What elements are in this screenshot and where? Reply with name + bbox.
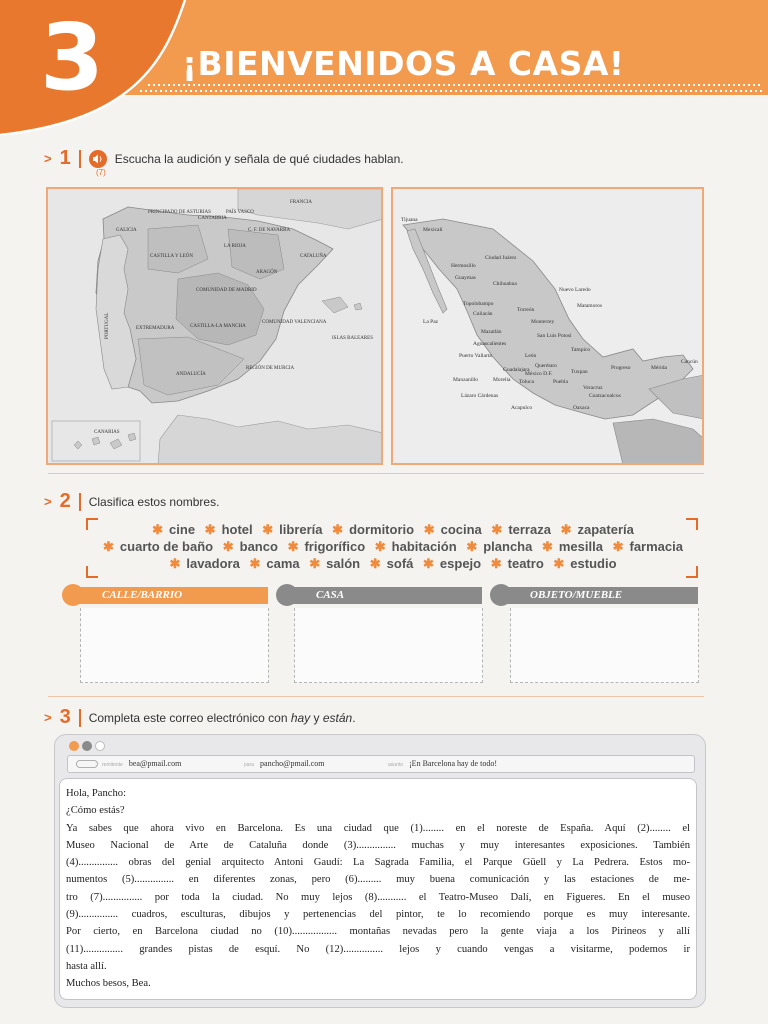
asterisk-icon: ✱ <box>374 539 386 554</box>
city-label: Tijuana <box>401 217 418 223</box>
column-title: OBJETO/MUEBLE <box>506 587 698 604</box>
window-controls <box>69 741 105 751</box>
city-label: La Paz <box>423 319 439 325</box>
word-row <box>86 556 698 572</box>
asterisk-icon: ✱ <box>490 556 502 571</box>
column-circle-icon <box>490 584 512 606</box>
asterisk-icon: ✱ <box>152 522 164 537</box>
asterisk-icon: ✱ <box>369 556 381 571</box>
email-window <box>54 734 706 1008</box>
word-item: salón <box>326 556 361 571</box>
answer-box[interactable] <box>80 608 269 683</box>
email-from: bea@pmail.com <box>128 759 182 768</box>
city-label: Matamoros <box>577 303 603 309</box>
exercise-divider <box>79 150 81 168</box>
email-line: tro (7)............... por toda la ciudad. No muy lejos (8)........... el Teatro-Museo Dalí, en Figueres. En el museo <box>66 891 690 903</box>
email-line: (11)............... grandes pistas de esquí. No (12)............... lejos y cuando vengas a visitarme, podemos ir <box>66 943 690 955</box>
asterisk-icon: ✱ <box>423 522 435 537</box>
city-label: Oaxaca <box>573 405 590 411</box>
word-item: farmacia <box>629 539 683 554</box>
exercise-number: 1 <box>59 147 71 169</box>
map-label-region: PRINCIPADO DE ASTURIAS <box>148 210 211 215</box>
instruction-text: y <box>310 710 323 725</box>
city-label: Torreón <box>517 307 535 313</box>
instruction-keyword: hay <box>290 710 311 725</box>
asterisk-icon: ✱ <box>262 522 274 537</box>
exercise-number: 2 <box>59 490 71 512</box>
asterisk-icon: ✱ <box>103 539 114 554</box>
column-title: CASA <box>292 587 482 604</box>
mexico-city-labels <box>393 189 704 465</box>
field-label: para <box>244 762 255 768</box>
exercise-3-header <box>44 706 356 729</box>
window-dot-icon[interactable] <box>95 741 105 751</box>
city-label: Puerto Vallarta <box>459 353 492 359</box>
answer-box[interactable] <box>294 608 483 683</box>
asterisk-icon: ✱ <box>560 522 572 537</box>
word-item: cine <box>169 522 196 537</box>
city-label: Toluca <box>519 379 534 385</box>
city-label: Aguascalientes <box>473 341 507 347</box>
asterisk-icon: ✱ <box>466 539 478 554</box>
city-label: México D.F. <box>525 371 553 377</box>
email-body[interactable] <box>59 778 697 1000</box>
city-label: Veracruz <box>583 385 603 391</box>
exercise-divider <box>79 709 81 727</box>
city-label: Acapulco <box>511 405 533 411</box>
audio-track-number: (7) <box>96 168 106 177</box>
column-calle-barrio <box>62 584 269 606</box>
map-label-region: CATALUÑA <box>300 254 327 259</box>
map-label-region: LA RIOJA <box>224 244 246 249</box>
instruction-text: Completa este correo electrónico con <box>88 710 291 725</box>
word-item: cocina <box>440 522 482 537</box>
asterisk-icon: ✱ <box>287 539 299 554</box>
city-label: Ciudad Juárez <box>485 255 517 261</box>
map-label-region: CASTILLA Y LEÓN <box>150 254 193 259</box>
asterisk-icon: ✱ <box>491 522 503 537</box>
asterisk-icon: ✱ <box>332 522 344 537</box>
mexico-map <box>391 187 704 465</box>
email-line: ¿Cómo estás? <box>66 805 125 817</box>
word-bank <box>86 518 698 578</box>
email-from-field[interactable] <box>102 759 181 768</box>
email-header-fields <box>67 755 695 773</box>
exercise-instruction <box>89 711 356 725</box>
word-item: habitación <box>391 539 457 554</box>
word-item: terraza <box>508 522 551 537</box>
map-label-region: CASTILLA-LA MANCHA <box>190 324 246 329</box>
unit-number: 3 <box>40 4 105 111</box>
email-subject-field[interactable] <box>388 759 497 768</box>
email-to-field[interactable] <box>244 759 324 768</box>
exercise-1-header <box>44 147 404 170</box>
word-item: mesilla <box>558 539 603 554</box>
exercise-marker-icon: > <box>44 710 52 725</box>
city-label: Culiacán <box>473 311 493 317</box>
word-row <box>86 522 698 538</box>
word-item: plancha <box>483 539 533 554</box>
exercise-divider <box>79 493 81 511</box>
city-label: Hermosillo <box>451 263 476 269</box>
map-label-region: REGIÓN DE MURCIA <box>246 366 295 371</box>
city-label: Mexicali <box>423 227 443 233</box>
email-line: Ya sabes que ahora vivo en Barcelona. Es una ciudad que (1)........ en el noreste de España. Aquí (2)........ el <box>66 822 690 834</box>
map-label-region: CANTABRIA <box>198 216 227 221</box>
instruction-keyword: están <box>322 710 353 725</box>
word-item: zapatería <box>577 522 634 537</box>
city-label: Puebla <box>553 379 568 385</box>
instruction-text: . <box>352 710 356 725</box>
exercise-2-header <box>44 490 219 513</box>
map-label-canarias: CANARIAS <box>94 430 120 435</box>
email-line: hasta allí. <box>66 960 107 972</box>
word-item: cuarto de baño <box>119 539 214 554</box>
map-label-france: FRANCIA <box>290 200 312 205</box>
city-label: Guadalajara <box>503 367 530 373</box>
word-item: estudio <box>570 556 617 571</box>
send-icon[interactable] <box>76 759 98 771</box>
city-label: Querétaro <box>535 363 557 369</box>
map-label-region: ANDALUCÍA <box>176 372 206 377</box>
map-label-region: EXTREMADURA <box>136 326 175 331</box>
exercise-number: 3 <box>59 706 71 728</box>
exercise-marker-icon: > <box>44 151 52 166</box>
email-to: pancho@pmail.com <box>260 759 325 768</box>
city-label: Coatzacoalcos <box>589 393 621 399</box>
city-label: Topolobampo <box>463 301 494 307</box>
word-item: dormitorio <box>349 522 415 537</box>
email-line: (4)............... obras del genial arquitecto Antoni Gaudí: La Sagrada Familia, el Parque Güell y La Pedrera. Estos mo- <box>66 857 690 869</box>
word-item: hotel <box>221 522 253 537</box>
email-signoff: Muchos besos, Bea. <box>66 978 151 990</box>
city-label: Tuxpan <box>571 369 588 375</box>
city-label: León <box>525 353 537 359</box>
city-label: Guaymas <box>455 275 476 281</box>
asterisk-icon: ✱ <box>204 522 216 537</box>
city-label: Morelia <box>493 377 511 383</box>
word-item: banco <box>239 539 278 554</box>
email-subject: ¡En Barcelona hay de todo! <box>409 759 497 768</box>
window-dot-icon[interactable] <box>82 741 92 751</box>
unit-title: ¡BIENVENIDOS A CASA! <box>182 44 625 83</box>
section-divider <box>48 696 704 697</box>
email-greeting: Hola, Pancho: <box>66 788 127 799</box>
exercise-marker-icon: > <box>44 494 52 509</box>
field-label: remitente <box>102 762 123 768</box>
city-label: Lázaro Cárdenas <box>461 393 499 399</box>
city-label: Cancún <box>681 359 698 365</box>
spain-map <box>46 187 383 465</box>
city-label: Chihuahua <box>493 281 517 287</box>
asterisk-icon: ✱ <box>309 556 321 571</box>
word-item: teatro <box>507 556 544 571</box>
word-row <box>86 539 698 555</box>
city-label: Mazatlán <box>481 329 502 335</box>
column-circle-icon <box>62 584 84 606</box>
city-label: Nuevo Laredo <box>559 287 591 293</box>
map-label-region: ARAGÓN <box>256 270 278 275</box>
word-item: espejo <box>439 556 482 571</box>
map-label-region: PAÍS VASCO <box>226 210 254 215</box>
email-line: Por cierto, en Barcelona ciudad no (10)................. montañas nevadas pero la gente viaja a los Pirineos y allí <box>66 926 690 938</box>
asterisk-icon: ✱ <box>249 556 261 571</box>
map-label-region: GALICIA <box>116 228 137 233</box>
email-line: Museo Nacional de Arte de Cataluña donde (3)............... muchas y muy interesantes exposiciones. También <box>66 839 690 851</box>
asterisk-icon: ✱ <box>222 539 234 554</box>
audio-speaker-icon[interactable] <box>89 150 107 168</box>
word-item: cama <box>266 556 300 571</box>
word-item: librería <box>279 522 323 537</box>
map-label-region: COMUNIDAD DE MADRID <box>196 288 257 293</box>
asterisk-icon: ✱ <box>423 556 434 571</box>
city-label: Tampico <box>571 347 591 353</box>
city-label: Manzanillo <box>453 377 479 383</box>
column-casa <box>276 584 483 606</box>
map-label-region: C. F. DE NAVARRA <box>248 228 291 233</box>
word-item: sofá <box>386 556 414 571</box>
column-circle-icon <box>276 584 298 606</box>
map-label-baleares: ISLAS BALEARES <box>332 336 373 341</box>
asterisk-icon: ✱ <box>169 556 181 571</box>
field-label: asunto <box>388 762 404 768</box>
map-label-portugal: PORTUGAL <box>105 312 110 339</box>
city-label: Monterrey <box>531 319 555 325</box>
column-objeto-mueble <box>490 584 699 606</box>
exercise-instruction: Escucha la audición y señala de qué ciudades hablan. <box>114 151 404 166</box>
map-label-region: COMUNIDAD VALENCIANA <box>262 320 327 325</box>
city-label: Mérida <box>651 365 667 371</box>
city-label: San Luis Potosí <box>537 333 572 339</box>
section-divider <box>48 473 704 474</box>
exercise-instruction: Clasifica estos nombres. <box>88 494 220 509</box>
city-label: Progreso <box>611 365 631 371</box>
asterisk-icon: ✱ <box>612 539 624 554</box>
spain-map-drawing <box>48 189 383 465</box>
word-item: lavadora <box>186 556 240 571</box>
answer-box[interactable] <box>510 608 699 683</box>
email-line: (9)............... cuadros, esculturas, dibujos y pertenencias del pintor, te lo recomiendo porque es muy interesante. <box>66 909 690 921</box>
asterisk-icon: ✱ <box>553 556 565 571</box>
word-item: frigorífico <box>304 539 366 554</box>
window-dot-icon[interactable] <box>69 741 79 751</box>
asterisk-icon: ✱ <box>541 539 553 554</box>
column-title: CALLE/BARRIO <box>78 587 268 604</box>
unit-header <box>0 0 768 135</box>
email-line: numentos (5)............... en diferentes zonas, pero (6)......... muy buena comunicación y las estaciones de me- <box>66 874 690 886</box>
